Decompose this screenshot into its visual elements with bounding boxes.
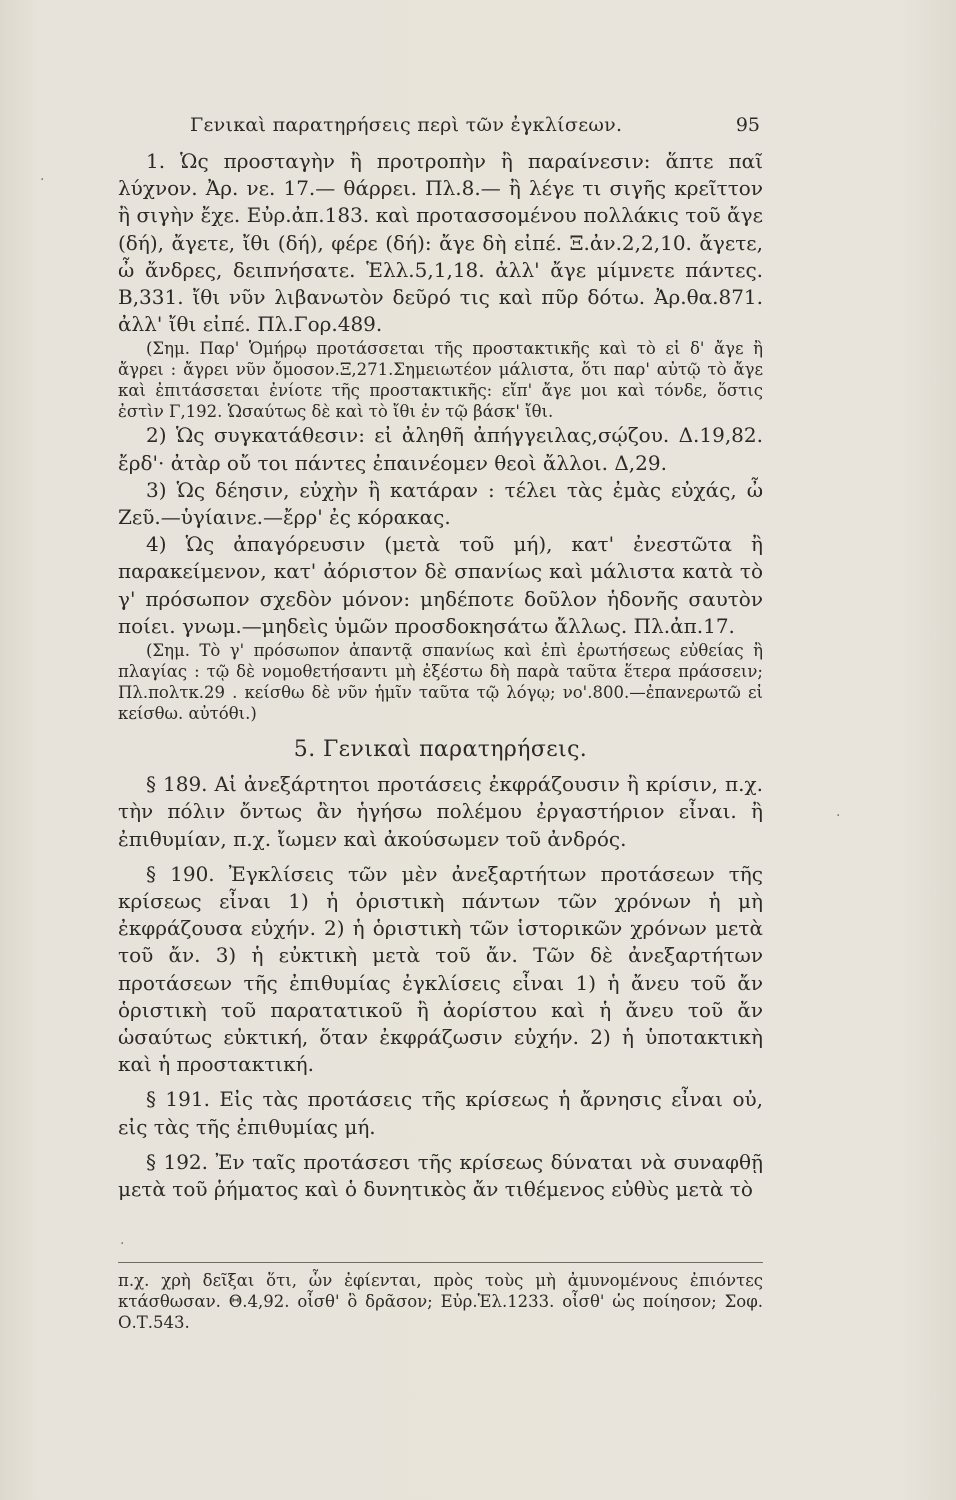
section-189: § 189. Αἱ ἀνεξάρτητοι προτάσεις ἐκφράζουσιν ἢ κρίσιν, π.χ. τὴν πόλιν ὄντως ἂν ἡγήσω πολέμου ἐργαστήριον εἶναι. ἢ ἐπιθυμίαν, π.χ. ἴωμεν καὶ ἀκούσωμεν τοῦ ἀνδρός. — [118, 772, 763, 851]
page-number: 95 — [735, 114, 760, 136]
paragraph-4: 4) Ὡς ἀπαγόρευσιν (μετὰ τοῦ μή), κατ' ἐνεστῶτα ἢ παρακείμενον, κατ' ἀόριστον δὲ σπανίως καὶ μάλιστα κατὰ τὸ γ' πρόσωπον σχεδὸν μόνον: μηδέποτε δοῦλον ἡδονῆς σαυτὸν ποίει. γνωμ.—μηδεὶς ὑμῶν προσδοκησάτω ἄλλως. Πλ.ἀπ.17. — [118, 532, 763, 638]
note-1: (Σημ. Παρ' Ὁμήρῳ προτάσσεται τῆς προστακτικῆς καὶ τὸ εἰ δ' ἄγε ἢ ἄγρει : ἄγρει νῦν ὄμοσον.Ξ,271.Σημειωτέον μάλιστα, ὅτι παρ' αὐτῷ τὸ ἄγε καὶ ἐπιτάσσεται ἐνίοτε τῆς προστακτικῆς: εἴπ' ἄγε μοι καὶ τόνδε, ὅστις ἐστὶν Γ,192. Ὡσαύτως δὲ καὶ τὸ ἴθι ἐν τῷ βάσκ' ἴθι. — [118, 339, 763, 422]
margin-mark-icon: · — [120, 1236, 125, 1252]
section-190: § 190. Ἐγκλίσεις τῶν μὲν ἀνεξαρτήτων προτάσεων τῆς κρίσεως εἶναι 1) ἡ ὁριστικὴ πάντων τῶν χρόνων ἡ μὴ ἐκφράζουσα εὐχήν. 2) ἡ ὁριστικὴ τῶν ἱστορικῶν χρόνων μετὰ τοῦ ἄν. 3) ἡ εὐκτικὴ μετὰ τοῦ ἄν. Τῶν δὲ ἀνεξαρτήτων προτάσεων τῆς ἐπιθυμίας ἐγκλίσεις εἶναι 1) ἡ ἄνευ τοῦ ἄν ὁριστικὴ τοῦ παρατατικοῦ ἢ ἀορίστου καὶ ἡ ἄνευ τοῦ ἄν ὡσαύτως εὐκτική, ὅταν ἐκφράζωσιν εὐχήν. 2) ἡ ὑποτακτικὴ καὶ ἡ προστακτική. — [118, 861, 763, 1077]
margin-mark-icon: · — [40, 172, 45, 188]
paragraph-1: 1. Ὡς προσταγὴν ἢ προτροπὴν ἢ παραίνεσιν: ἅπτε παῖ λύχνον. Ἀρ. νε. 17.— θάρρει. Πλ.8.— ἢ λέγε τι σιγῆς κρεῖττον ἢ σιγὴν ἔχε. Εὐρ.ἀπ.183. καὶ προτασσομένου πολλάκις τοῦ ἄγε (δή), ἄγετε, ἴθι (δή), φέρε (δή): ἄγε δὴ εἰπέ. Ξ.ἀν.2,2,10. ἄγετε, ὦ ἄνδρες, δειπνήσατε. Ἑλλ.5,1,18. ἀλλ' ἄγε μίμνετε πάντες. Β,331. ἴθι νῦν λιβανωτὸν δεῦρό τις καὶ πῦρ δότω. Ἀρ.θα.871. ἀλλ' ἴθι εἰπέ. Πλ.Γορ.489. — [118, 149, 763, 337]
margin-mark-icon: · — [836, 808, 841, 824]
page-body — [118, 148, 763, 1203]
section-192: § 192. Ἐν ταῖς προτάσεσι τῆς κρίσεως δύναται νὰ συναφθῇ μετὰ τοῦ ῥήματος καὶ ὁ δυνητικὸς ἄν τιθέμενος εὐθὺς μετὰ τὸ — [118, 1149, 763, 1202]
footnote-rule — [118, 1262, 763, 1263]
section-191: § 191. Εἰς τὰς προτάσεις τῆς κρίσεως ἡ ἄρνησις εἶναι οὐ, εἰς τὰς τῆς ἐπιθυμίας μή. — [118, 1087, 763, 1139]
paragraph-3: 3) Ὡς δέησιν, εὐχὴν ἢ κατάραν : τέλει τὰς ἐμὰς εὐχάς, ὦ Ζεῦ.—ὑγίαινε.—ἔρρ' ἐς κόρακας. — [118, 477, 763, 530]
section-title: 5. Γενικαὶ παρατηρήσεις. — [293, 737, 588, 763]
paragraph-2: 2) Ὡς συγκατάθεσιν: εἰ ἀληθῆ ἀπήγγειλας,σῴζου. Δ.19,82. ἔρδ'· ἀτὰρ οὔ τοι πάντες ἐπαινέομεν θεοὶ ἄλλοι. Δ,29. — [118, 423, 763, 475]
running-header: Γενικαὶ παρατηρήσεις περὶ τῶν ἐγκλίσεων. — [190, 114, 623, 136]
note-2: (Σημ. Τὸ γ' πρόσωπον ἀπαντᾷ σπανίως καὶ ἐπὶ ἐρωτήσεως εὐθείας ἢ πλαγίας : τῷ δὲ νομοθετήσαντι μὴ ἐξέστω δὴ παρὰ ταῦτα ἕτερα πράσσειν; Πλ.πολτκ.29 . κείσθω δὲ νῦν ἡμῖν ταῦτα τῷ λόγῳ; νο'.800.—ἐπανερωτῶ εἰ κείσθω. αὐτόθι.) — [118, 641, 763, 724]
footnote: π.χ. χρὴ δεῖξαι ὅτι, ὧν ἐφίενται, πρὸς τοὺς μὴ ἀμυνομένους ἐπιόντες κτάσθωσαν. Θ.4,92. οἶσθ' ὃ δρᾶσον; Εὐρ.Ἑλ.1233. οἶσθ' ὡς ποίησον; Σοφ. Ο.Τ.543. — [118, 1271, 763, 1332]
